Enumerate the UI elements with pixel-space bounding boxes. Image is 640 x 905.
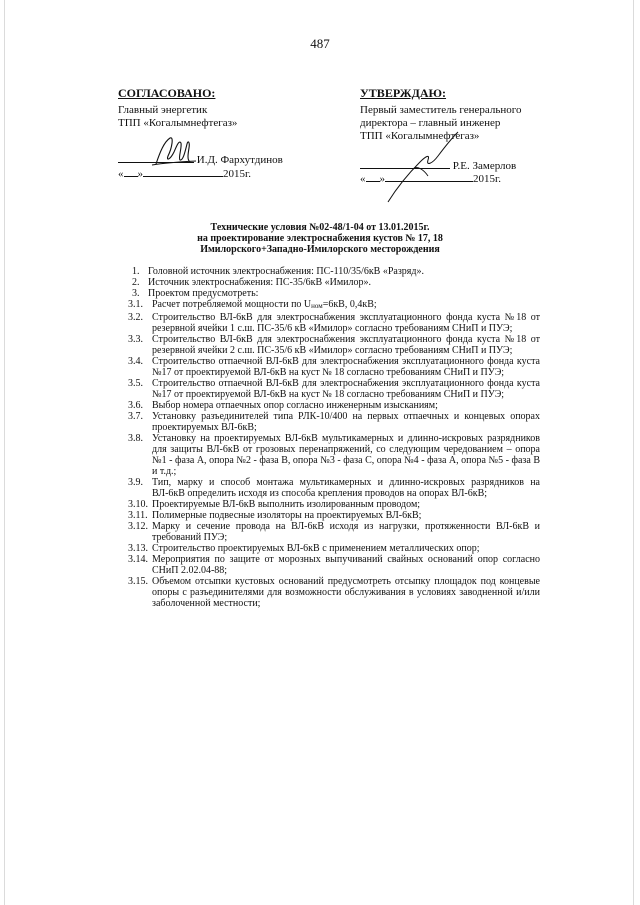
item-number: 3.: [132, 288, 140, 299]
approver-date-row: [118, 166, 251, 180]
item-text: Головной источник электроснабжения: ПС-110/35/6кВ «Разряд».: [148, 266, 424, 277]
list-item: [128, 299, 540, 312]
title-line-1: Технические условия №02-48/1-04 от 13.01.2015г.: [210, 222, 430, 233]
list-item: [128, 277, 540, 288]
item-number: 3.11.: [128, 510, 148, 521]
list-item: [128, 510, 540, 521]
list-item: [128, 266, 540, 277]
item-text: Выбор номера отпаечных опор согласно инженерным изысканиям;: [152, 400, 438, 411]
date-day-blank: [124, 166, 138, 177]
item-text: Строительство отпаечной ВЛ-6кВ для электроснабжения эксплуатационного фонда куста №17 от проектируемой ВЛ-6кВ на куст № 18 согласно требованиям СНиП и ПУЭ;: [152, 356, 540, 378]
item-text: Строительство отпаечной ВЛ-6кВ для электроснабжения эксплуатационного фонда куста №17 от проектируемой ВЛ-6кВ на куст № 18 согласно требованиям СНиП и ПУЭ;: [152, 378, 540, 400]
date-quote-close: »: [379, 173, 385, 185]
list-item: [128, 356, 540, 378]
title-line-3: Имилорского+Западно-Имилорского месторождения: [200, 244, 440, 255]
approve-heading: УТВЕРЖДАЮ:: [360, 86, 447, 100]
approver-organization: ТПП «Когалымнефтегаз»: [360, 130, 480, 142]
list-item: [128, 312, 540, 334]
item-text: Объемом отсыпки кустовых оснований предусмотреть отсыпку площадок под концевые опоры с разъединителями для возможности обслуживания в условиях заводненной и/или заболоченной местности;: [152, 576, 540, 609]
approver-sign-row: [118, 152, 283, 166]
scan-edge-left: [4, 0, 5, 905]
title-line-2: на проектирование электроснабжения кустов № 17, 18: [197, 233, 443, 244]
item-text: Источник электроснабжения: ПС-35/6кВ «Имилор».: [148, 277, 372, 288]
list-item: [128, 477, 540, 499]
item-text-part: =6кВ, 0,4кВ;: [322, 299, 377, 310]
approval-heading: СОГЛАСОВАНО:: [118, 86, 216, 100]
director-name: Р.Е. Замерлов: [452, 160, 517, 172]
item-number: 3.15.: [128, 576, 148, 587]
item-text: [152, 299, 540, 312]
item-number: 3.6.: [128, 400, 143, 411]
list-item: [128, 334, 540, 356]
item-number: 3.13.: [128, 543, 148, 554]
approval-block-left: [118, 87, 237, 130]
item-text: Строительство проектируемых ВЛ-6кВ с применением металлических опор;: [152, 543, 480, 554]
item-number: 3.8.: [128, 433, 143, 444]
approver-position-1: Первый заместитель генерального: [360, 104, 522, 116]
item-number: 3.2.: [128, 312, 143, 323]
list-item: [128, 554, 540, 576]
item-text: Марку и сечение провода на ВЛ-6кВ исходя из нагрузки, протяженности ВЛ-6кВ и требований ПУЭ;: [152, 521, 540, 543]
item-text: Установку разъединителей типа РЛК-10/400 на первых отпаечных и концевых опорах проектируемых ВЛ-6кВ;: [152, 411, 540, 433]
handwritten-signature-left: [150, 134, 200, 168]
date-quote-open: «: [360, 173, 366, 185]
item-number: 3.9.: [128, 477, 143, 488]
item-text: Строительство ВЛ-6кВ для электроснабжения эксплуатационного фонда куста №18 от резервной ячейки 2 с.ш. ПС-35/6 кВ «Имилор» согласно требованиям СНиП и ПУЭ;: [152, 334, 540, 356]
document-title: [150, 222, 490, 255]
item-number: 3.5.: [128, 378, 143, 389]
item-number: 3.4.: [128, 356, 143, 367]
item-text: Установку на проектируемых ВЛ-6кВ мультикамерных и длинно-искровых разрядников для защиты ВЛ-6кВ от грозовых перенапряжений, со следующим чередованием – опора №1 - фаза А, опора №2 - фаза В, опора №3 - фаза С, опора №4 - фаза А, опора №5 - фаза В и т.д.;: [152, 433, 540, 477]
list-item: [128, 521, 540, 543]
list-item: [128, 576, 540, 609]
item-text: Строительство ВЛ-6кВ для электроснабжения эксплуатационного фонда куста №18 от резервной ячейки 1 с.ш. ПС-35/6 кВ «Имилор» согласно требованиям СНиП и ПУЭ;: [152, 312, 540, 334]
date-year: 2015г.: [223, 168, 252, 180]
voltage-subscript: ном: [311, 302, 323, 310]
list-item: [128, 499, 540, 510]
date-year: 2015г.: [473, 173, 502, 185]
item-number: 3.1.: [128, 299, 143, 310]
approver-name: И.Д. Фархутдинов: [196, 154, 283, 166]
list-item: [128, 543, 540, 554]
date-quote-close: »: [137, 168, 143, 180]
item-text-part: Расчет потребляемой мощности по U: [152, 299, 312, 310]
list-item: [128, 378, 540, 400]
item-number: 1.: [132, 266, 140, 277]
item-text: Тип, марку и способ монтажа мультикамерных и длинно-искровых разрядников на ВЛ-6кВ определить исходя из способа крепления проводов на опорах ВЛ-6кВ;: [152, 477, 540, 499]
list-item: [128, 400, 540, 411]
conditions-list: [128, 266, 540, 609]
approver-organization: ТПП «Когалымнефтегаз»: [118, 117, 238, 129]
item-text: Мероприятия по защите от морозных выпучиваний свайных оснований опор согласно СНиП 2.02.04-88;: [152, 554, 540, 576]
item-number: 2.: [132, 277, 140, 288]
list-item: [128, 433, 540, 477]
date-day-blank: [366, 171, 380, 182]
scan-edge-right: [633, 0, 634, 905]
item-number: 3.12.: [128, 521, 148, 532]
page-number: 487: [310, 36, 330, 51]
item-number: 3.7.: [128, 411, 143, 422]
item-text: Проектом предусмотреть:: [148, 288, 259, 299]
approver-position-2: директора – главный инженер: [360, 117, 501, 129]
date-quote-open: «: [118, 168, 124, 180]
item-text: Полимерные подвесные изоляторы на проектируемых ВЛ-6кВ;: [152, 510, 422, 521]
handwritten-signature-right: [384, 128, 464, 208]
item-number: 3.10.: [128, 499, 148, 510]
list-item: [128, 411, 540, 433]
approver-position: Главный энергетик: [118, 104, 208, 116]
list-item: [128, 288, 540, 299]
item-text: Проектируемые ВЛ-6кВ выполнить изолированным проводом;: [152, 499, 421, 510]
item-number: 3.3.: [128, 334, 143, 345]
item-number: 3.14.: [128, 554, 148, 565]
